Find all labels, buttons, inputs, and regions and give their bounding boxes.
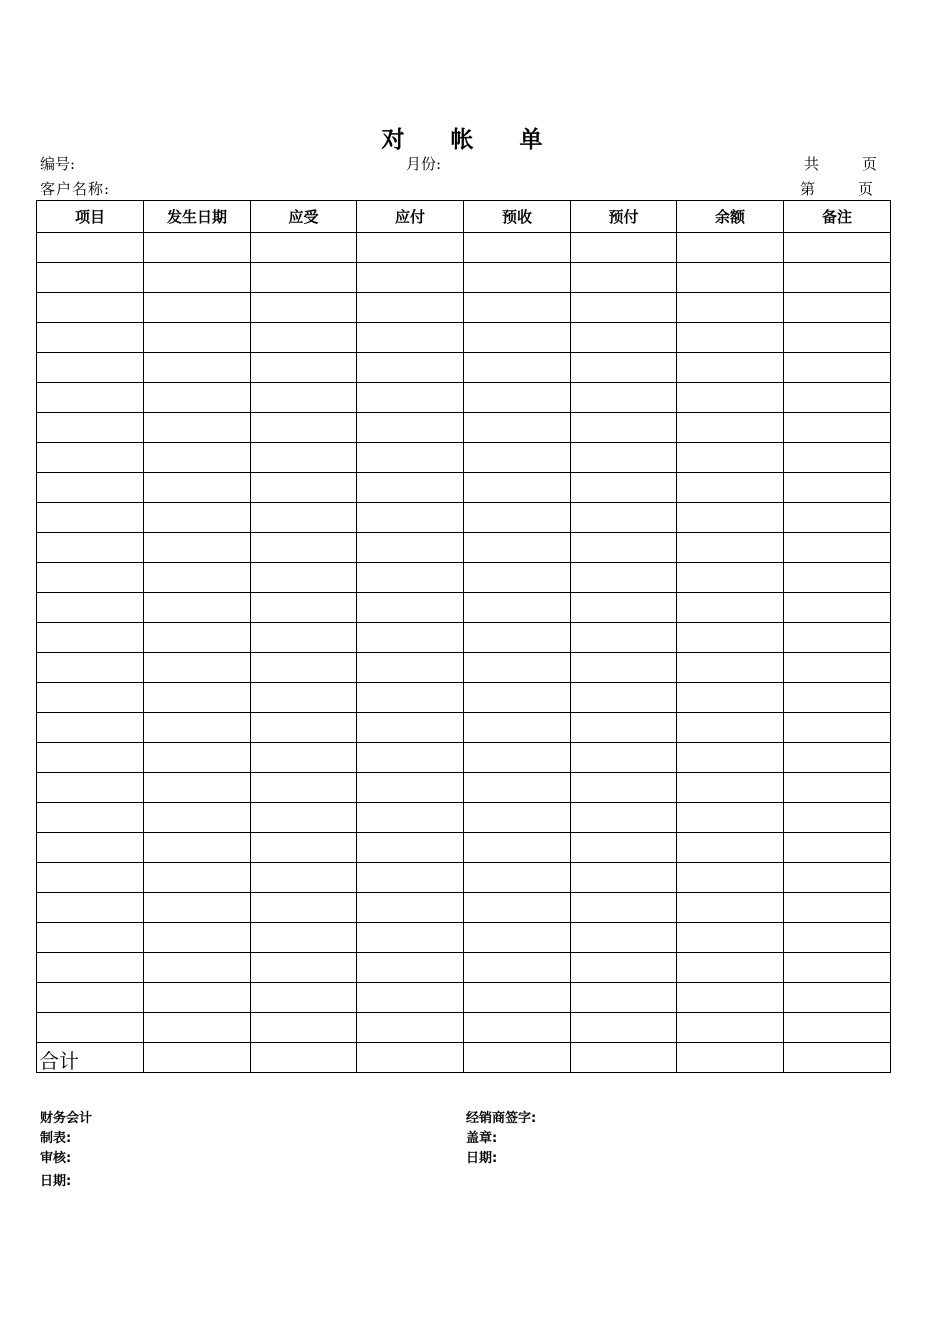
table-cell[interactable] (571, 413, 677, 443)
table-cell[interactable] (677, 293, 784, 323)
table-cell[interactable] (677, 1013, 784, 1043)
table-cell[interactable] (37, 503, 144, 533)
table-cell[interactable] (571, 263, 677, 293)
table-cell[interactable] (357, 653, 464, 683)
table-cell[interactable] (144, 953, 251, 983)
total-pages-prefix: 共 (804, 155, 820, 173)
table-cell[interactable] (677, 653, 784, 683)
table-cell[interactable] (464, 323, 571, 353)
table-cell[interactable] (37, 833, 144, 863)
table-cell[interactable] (784, 473, 891, 503)
table-cell[interactable] (251, 413, 357, 443)
table-cell[interactable] (571, 293, 677, 323)
table-cell[interactable] (37, 713, 144, 743)
table-cell[interactable] (251, 263, 357, 293)
seal-label: 盖章: (466, 1131, 498, 1146)
table-cell[interactable] (357, 713, 464, 743)
table-cell[interactable] (784, 953, 891, 983)
table-row (37, 683, 891, 713)
table-cell[interactable] (571, 353, 677, 383)
table-cell[interactable] (677, 413, 784, 443)
table-cell[interactable] (464, 233, 571, 263)
table-cell[interactable] (37, 563, 144, 593)
table-cell[interactable] (677, 233, 784, 263)
table-cell[interactable] (357, 443, 464, 473)
total-cell[interactable] (464, 1043, 571, 1073)
table-cell[interactable] (37, 803, 144, 833)
table-cell[interactable] (464, 803, 571, 833)
table-cell[interactable] (251, 353, 357, 383)
table-cell[interactable] (357, 533, 464, 563)
table-row (37, 593, 891, 623)
table-cell[interactable] (144, 503, 251, 533)
table-cell[interactable] (784, 923, 891, 953)
table-cell[interactable] (464, 263, 571, 293)
table-cell[interactable] (357, 563, 464, 593)
table-cell[interactable] (571, 323, 677, 353)
table-row (37, 893, 891, 923)
table-cell[interactable] (677, 833, 784, 863)
table-cell[interactable] (784, 863, 891, 893)
table-cell[interactable] (37, 263, 144, 293)
table-row (37, 803, 891, 833)
table-cell[interactable] (251, 293, 357, 323)
table-cell[interactable] (251, 803, 357, 833)
table-cell[interactable] (784, 1013, 891, 1043)
table-row (37, 1013, 891, 1043)
table-row (37, 353, 891, 383)
table-cell[interactable] (251, 593, 357, 623)
table-cell[interactable] (37, 593, 144, 623)
table-cell[interactable] (251, 863, 357, 893)
table-cell[interactable] (144, 233, 251, 263)
table-cell[interactable] (357, 293, 464, 323)
table-cell[interactable] (144, 623, 251, 653)
table-cell[interactable] (571, 1013, 677, 1043)
table-cell[interactable] (677, 383, 784, 413)
table-cell[interactable] (571, 503, 677, 533)
table-cell[interactable] (571, 683, 677, 713)
table-cell[interactable] (144, 833, 251, 863)
table-row (37, 833, 891, 863)
table-cell[interactable] (784, 443, 891, 473)
table-cell[interactable] (37, 383, 144, 413)
table-cell[interactable] (571, 593, 677, 623)
table-cell[interactable] (571, 953, 677, 983)
table-cell[interactable] (251, 713, 357, 743)
table-cell[interactable] (144, 533, 251, 563)
title-char-2: 帐 (450, 127, 475, 153)
table-cell[interactable] (784, 803, 891, 833)
table-cell[interactable] (784, 983, 891, 1013)
table-cell[interactable] (251, 563, 357, 593)
table-cell[interactable] (144, 563, 251, 593)
table-cell[interactable] (37, 773, 144, 803)
table-cell[interactable] (677, 563, 784, 593)
table-cell[interactable] (357, 353, 464, 383)
table-cell[interactable] (677, 743, 784, 773)
document-title (0, 121, 925, 154)
table-cell[interactable] (251, 503, 357, 533)
table-cell[interactable] (357, 623, 464, 653)
table-cell[interactable] (784, 893, 891, 923)
total-cell[interactable] (677, 1043, 784, 1073)
table-cell[interactable] (357, 413, 464, 443)
table-cell[interactable] (144, 353, 251, 383)
table-row (37, 953, 891, 983)
table-cell[interactable] (784, 383, 891, 413)
table-cell[interactable] (784, 293, 891, 323)
table-cell[interactable] (144, 473, 251, 503)
table-cell[interactable] (677, 863, 784, 893)
table-row (37, 533, 891, 563)
total-row (37, 1043, 891, 1073)
table-cell[interactable] (357, 323, 464, 353)
table-cell[interactable] (464, 353, 571, 383)
table-cell[interactable] (784, 263, 891, 293)
table-cell[interactable] (37, 443, 144, 473)
table-cell[interactable] (357, 893, 464, 923)
table-cell[interactable] (571, 983, 677, 1013)
table-cell[interactable] (571, 773, 677, 803)
table-cell[interactable] (144, 383, 251, 413)
table-cell[interactable] (677, 443, 784, 473)
table-cell[interactable] (571, 863, 677, 893)
table-cell[interactable] (464, 833, 571, 863)
table-row (37, 263, 891, 293)
table-cell[interactable] (571, 383, 677, 413)
table-cell[interactable] (677, 503, 784, 533)
table-row (37, 653, 891, 683)
col-header-payable: 应付 (357, 201, 464, 233)
table-cell[interactable] (464, 653, 571, 683)
table-cell[interactable] (357, 803, 464, 833)
table-cell[interactable] (464, 683, 571, 713)
table-cell[interactable] (251, 773, 357, 803)
col-header-remarks: 备注 (784, 201, 891, 233)
table-cell[interactable] (677, 893, 784, 923)
table-cell[interactable] (357, 923, 464, 953)
table-cell[interactable] (784, 833, 891, 863)
table-cell[interactable] (464, 923, 571, 953)
table-cell[interactable] (144, 773, 251, 803)
table-cell[interactable] (464, 623, 571, 653)
table-cell[interactable] (571, 533, 677, 563)
table-cell[interactable] (251, 473, 357, 503)
customer-label: 客户名称: (40, 180, 111, 198)
table-cell[interactable] (357, 953, 464, 983)
table-cell[interactable] (37, 683, 144, 713)
col-header-item: 项目 (37, 201, 144, 233)
table-cell[interactable] (464, 983, 571, 1013)
table-cell[interactable] (464, 563, 571, 593)
reconciliation-table (36, 200, 891, 1073)
table-cell[interactable] (37, 863, 144, 893)
table-cell[interactable] (37, 293, 144, 323)
table-cell[interactable] (144, 593, 251, 623)
table-cell[interactable] (144, 1013, 251, 1043)
table-cell[interactable] (784, 623, 891, 653)
table-cell[interactable] (464, 1013, 571, 1043)
table-row (37, 293, 891, 323)
table-cell[interactable] (144, 293, 251, 323)
table-cell[interactable] (677, 803, 784, 833)
table-row (37, 233, 891, 263)
table-cell[interactable] (251, 833, 357, 863)
table-cell[interactable] (144, 653, 251, 683)
table-cell[interactable] (144, 743, 251, 773)
title-char-3: 单 (519, 127, 544, 153)
table-row (37, 713, 891, 743)
table-cell[interactable] (251, 683, 357, 713)
table-row (37, 383, 891, 413)
table-cell[interactable] (37, 623, 144, 653)
table-cell[interactable] (357, 983, 464, 1013)
date-label-right: 日期: (466, 1151, 498, 1166)
table-row (37, 323, 891, 353)
table-body (37, 233, 891, 1043)
table-cell[interactable] (571, 233, 677, 263)
table-cell[interactable] (37, 353, 144, 383)
table-cell[interactable] (37, 1013, 144, 1043)
table-cell[interactable] (357, 743, 464, 773)
table-cell[interactable] (37, 473, 144, 503)
table-cell[interactable] (784, 713, 891, 743)
table-cell[interactable] (144, 443, 251, 473)
table-cell[interactable] (144, 263, 251, 293)
table-row (37, 863, 891, 893)
table-cell[interactable] (784, 683, 891, 713)
table-cell[interactable] (677, 713, 784, 743)
table-cell[interactable] (571, 653, 677, 683)
table-cell[interactable] (784, 503, 891, 533)
table-cell[interactable] (251, 233, 357, 263)
total-cell[interactable] (784, 1043, 891, 1073)
table-cell[interactable] (677, 923, 784, 953)
table-cell[interactable] (784, 413, 891, 443)
table-cell[interactable] (677, 623, 784, 653)
table-cell[interactable] (357, 683, 464, 713)
table-cell[interactable] (144, 803, 251, 833)
table-cell[interactable] (784, 353, 891, 383)
col-header-advance-received: 预收 (464, 201, 571, 233)
table-cell[interactable] (144, 983, 251, 1013)
table-cell[interactable] (251, 923, 357, 953)
table-cell[interactable] (144, 413, 251, 443)
maker-label: 制表: (40, 1131, 72, 1146)
table-cell[interactable] (571, 713, 677, 743)
table-cell[interactable] (677, 353, 784, 383)
table-cell[interactable] (784, 533, 891, 563)
table-header-row (37, 201, 891, 233)
table-cell[interactable] (251, 623, 357, 653)
table-cell[interactable] (677, 323, 784, 353)
table-cell[interactable] (464, 773, 571, 803)
total-cell[interactable] (357, 1043, 464, 1073)
table-cell[interactable] (357, 773, 464, 803)
table-cell[interactable] (677, 263, 784, 293)
table-row (37, 563, 891, 593)
table-cell[interactable] (464, 473, 571, 503)
table-cell[interactable] (784, 773, 891, 803)
table-cell[interactable] (677, 473, 784, 503)
total-cell[interactable] (144, 1043, 251, 1073)
auditor-label: 审核: (40, 1151, 72, 1166)
table-row (37, 983, 891, 1013)
table-cell[interactable] (144, 713, 251, 743)
table-cell[interactable] (464, 413, 571, 443)
table-cell[interactable] (37, 743, 144, 773)
table-cell[interactable] (784, 233, 891, 263)
month-label: 月份: (406, 155, 442, 173)
table-cell[interactable] (357, 593, 464, 623)
table-cell[interactable] (784, 653, 891, 683)
total-pages-suffix: 页 (862, 155, 878, 173)
col-header-date: 发生日期 (144, 201, 251, 233)
table-cell[interactable] (464, 293, 571, 323)
table-cell[interactable] (571, 473, 677, 503)
table-cell[interactable] (251, 323, 357, 353)
table-cell[interactable] (37, 983, 144, 1013)
table-cell[interactable] (464, 893, 571, 923)
table-cell[interactable] (251, 653, 357, 683)
total-cell[interactable] (571, 1043, 677, 1073)
table-cell[interactable] (37, 533, 144, 563)
table-row (37, 473, 891, 503)
table-cell[interactable] (37, 893, 144, 923)
table-cell[interactable] (144, 923, 251, 953)
table-cell[interactable] (357, 833, 464, 863)
table-cell[interactable] (464, 443, 571, 473)
table-cell[interactable] (37, 923, 144, 953)
date-label-left: 日期: (40, 1174, 72, 1189)
table-cell[interactable] (571, 833, 677, 863)
table-cell[interactable] (357, 1013, 464, 1043)
table-cell[interactable] (357, 503, 464, 533)
table-cell[interactable] (37, 653, 144, 683)
table-cell[interactable] (464, 743, 571, 773)
table-cell[interactable] (37, 233, 144, 263)
table-row (37, 503, 891, 533)
table-cell[interactable] (571, 803, 677, 833)
table-cell[interactable] (677, 983, 784, 1013)
table-cell[interactable] (571, 923, 677, 953)
dealer-signature-label: 经销商签字: (466, 1111, 537, 1126)
table-cell[interactable] (357, 383, 464, 413)
table-cell[interactable] (464, 713, 571, 743)
table-cell[interactable] (251, 1013, 357, 1043)
code-label: 编号: (40, 155, 76, 173)
table-cell[interactable] (357, 473, 464, 503)
table-cell[interactable] (144, 893, 251, 923)
table-row (37, 743, 891, 773)
table-row (37, 443, 891, 473)
table-cell[interactable] (251, 983, 357, 1013)
table-cell[interactable] (37, 413, 144, 443)
table-cell[interactable] (464, 503, 571, 533)
table-cell[interactable] (784, 743, 891, 773)
table-cell[interactable] (677, 773, 784, 803)
table-cell[interactable] (251, 893, 357, 923)
table-cell[interactable] (357, 233, 464, 263)
table-cell[interactable] (144, 863, 251, 893)
title-char-1: 对 (381, 127, 406, 153)
table-cell[interactable] (464, 953, 571, 983)
table-cell[interactable] (251, 533, 357, 563)
table-cell[interactable] (464, 593, 571, 623)
table-cell[interactable] (251, 743, 357, 773)
table-cell[interactable] (571, 443, 677, 473)
page-suffix: 页 (858, 180, 874, 198)
table-cell[interactable] (784, 563, 891, 593)
table-cell[interactable] (251, 953, 357, 983)
table-cell[interactable] (357, 263, 464, 293)
table-cell[interactable] (784, 323, 891, 353)
table-cell[interactable] (464, 863, 571, 893)
table-cell[interactable] (464, 383, 571, 413)
total-cell[interactable] (251, 1043, 357, 1073)
table-row (37, 923, 891, 953)
total-label: 合计 (37, 1043, 144, 1073)
col-header-receivable: 应受 (251, 201, 357, 233)
table-cell[interactable] (144, 323, 251, 353)
table-cell[interactable] (677, 593, 784, 623)
table-cell[interactable] (571, 743, 677, 773)
table-cell[interactable] (784, 593, 891, 623)
table-cell[interactable] (251, 443, 357, 473)
table-cell[interactable] (571, 563, 677, 593)
table-cell[interactable] (37, 953, 144, 983)
table-cell[interactable] (571, 623, 677, 653)
table-row (37, 773, 891, 803)
table-cell[interactable] (677, 683, 784, 713)
col-header-balance: 余额 (677, 201, 784, 233)
table-cell[interactable] (37, 323, 144, 353)
table-row (37, 623, 891, 653)
table-cell[interactable] (571, 893, 677, 923)
table-cell[interactable] (677, 533, 784, 563)
finance-accountant-label: 财务会计 (40, 1111, 93, 1126)
table-cell[interactable] (464, 533, 571, 563)
table-cell[interactable] (251, 383, 357, 413)
col-header-prepaid: 预付 (571, 201, 677, 233)
page-prefix: 第 (800, 180, 816, 198)
table-row (37, 413, 891, 443)
table-cell[interactable] (144, 683, 251, 713)
table-cell[interactable] (357, 863, 464, 893)
table-cell[interactable] (677, 953, 784, 983)
